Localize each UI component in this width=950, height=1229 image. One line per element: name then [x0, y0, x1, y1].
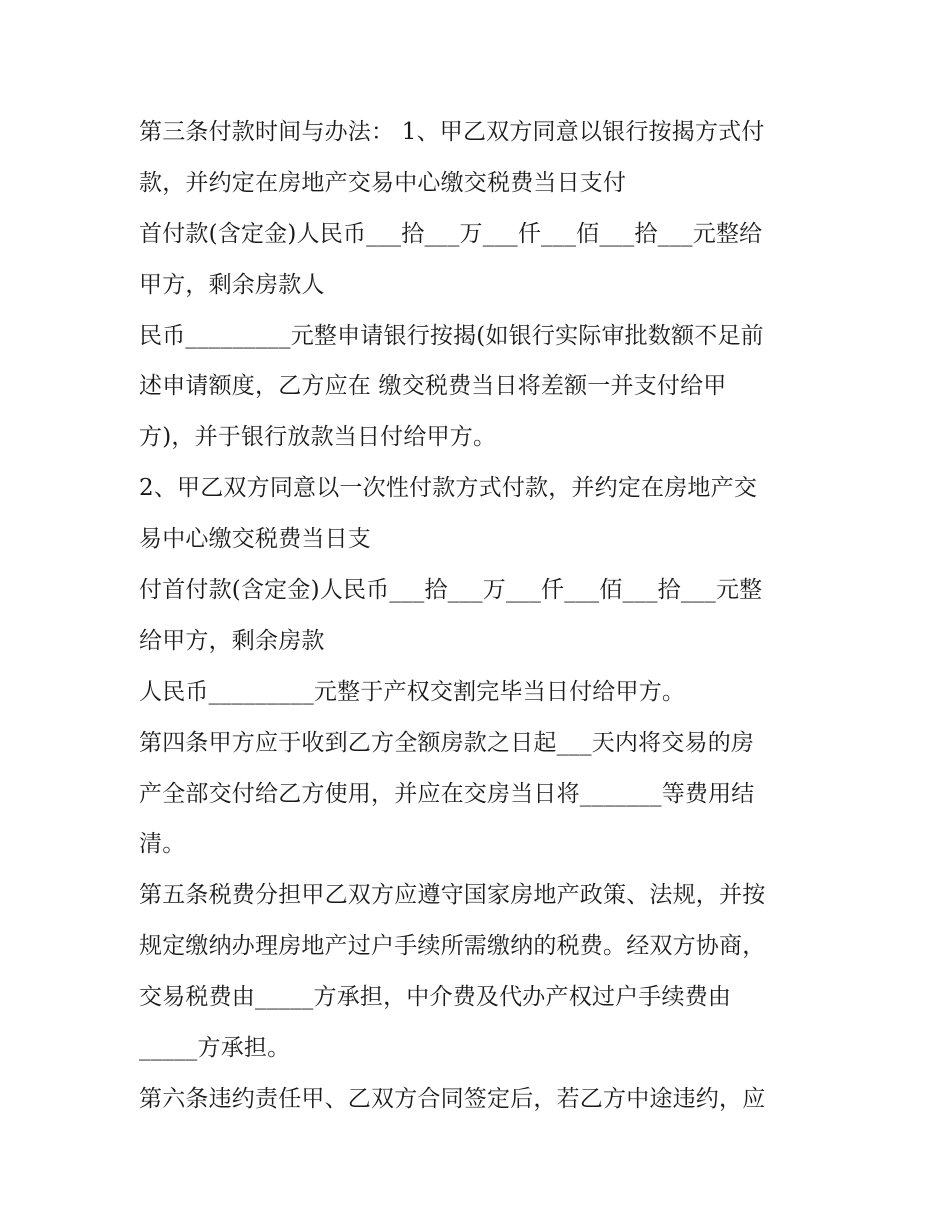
text-line: 第六条违约责任甲、乙双方合同签定后，若乙方中途违约，应	[139, 1085, 766, 1112]
text-line: _____方承担。	[139, 1035, 291, 1062]
text-line: 清。	[139, 831, 186, 858]
text-line: 产全部交付给乙方使用，并应在交房当日将_______等费用结	[139, 780, 755, 807]
text-line: 款，并约定在房地产交易中心缴交税费当日支付	[139, 169, 627, 196]
text-line: 首付款(含定金)人民币___拾___万___仟___佰___拾___元整给	[139, 220, 763, 247]
text-line: 人民币_________元整于产权交割完毕当日付给甲方。	[139, 678, 686, 705]
text-line: 给甲方，剩余房款	[139, 627, 325, 654]
text-line: 甲方，剩余房款人	[139, 271, 325, 298]
text-line: 交易税费由_____方承担，中介费及代办产权过户手续费由	[139, 984, 732, 1011]
text-line: 述申请额度，乙方应在 缴交税费当日将差额一并支付给甲	[139, 373, 727, 400]
text-line: 第四条甲方应于收到乙方全额房款之日起___天内将交易的房	[139, 729, 755, 756]
text-line: 2、甲乙双方同意以一次性付款方式付款，并约定在房地产交	[139, 475, 758, 502]
text-line: 民币_________元整申请银行按揭(如银行实际审批数额不足前	[139, 322, 764, 349]
text-line: 付首付款(含定金)人民币___拾___万___仟___佰___拾___元整	[139, 577, 763, 604]
text-line: 第三条付款时间与办法： 1、甲乙双方同意以银行按揭方式付	[139, 119, 765, 145]
contract-text	[139, 107, 839, 1125]
text-line: 易中心缴交税费当日支	[139, 526, 371, 553]
text-line: 方)，并于银行放款当日付给甲方。	[139, 424, 497, 451]
text-line: 规定缴纳办理房地产过户手续所需缴纳的税费。经双方协商，	[139, 933, 766, 960]
text-line: 第五条税费分担甲乙双方应遵守国家房地产政策、法规，并按	[139, 882, 766, 909]
